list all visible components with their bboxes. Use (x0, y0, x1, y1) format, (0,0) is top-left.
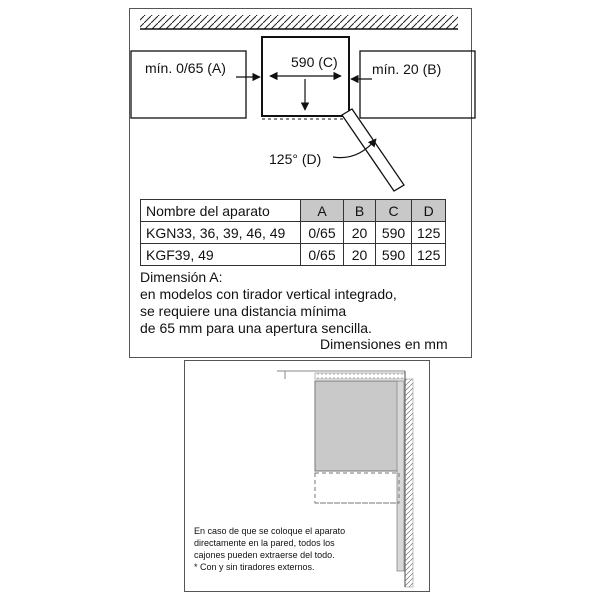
units-note: Dimensiones en mm (320, 336, 448, 352)
note-title: Dimensión A: (140, 269, 223, 285)
label-dimension-c: 590 (C) (291, 54, 338, 70)
open-door (342, 109, 404, 191)
dimensions-table (140, 199, 446, 266)
wall-note-footnote: * Con y sin tiradores externos. (194, 562, 315, 572)
door-panel (397, 381, 404, 571)
table-header-cell: Nombre del aparato (141, 200, 301, 222)
table-row (141, 244, 446, 266)
note-line: se requiere una distancia mínima (140, 303, 347, 319)
wall-note-line: cajones pueden extraerse del todo. (194, 550, 335, 560)
table-cell: KGN33, 36, 39, 46, 49 (141, 222, 301, 244)
wall-note-line: directamente en la pared, todos los (194, 538, 335, 548)
table-cell: 0/65 (301, 244, 344, 266)
table-header-row (141, 200, 446, 222)
wall-hatch (140, 15, 458, 29)
label-dimension-b: mín. 20 (B) (372, 61, 442, 77)
top-strip (315, 373, 405, 379)
table-cell: 20 (344, 244, 376, 266)
label-angle-d: 125° (D) (269, 151, 322, 167)
table-cell: 590 (376, 222, 412, 244)
table-cell: 590 (376, 244, 412, 266)
table-header-cell: C (376, 200, 412, 222)
table-cell: 0/65 (301, 222, 344, 244)
table-cell: 20 (344, 222, 376, 244)
table-row (141, 222, 446, 244)
table-cell: 125 (412, 244, 446, 266)
wall-installation-panel (184, 360, 430, 592)
table-header-cell: D (412, 200, 446, 222)
wall-note-line: En caso de que se coloque el aparato (194, 526, 346, 536)
table-cell: 125 (412, 222, 446, 244)
note-line: en modelos con tirador vertical integrado, (140, 286, 397, 302)
installation-diagram-panel (129, 8, 472, 358)
note-line: de 65 mm para una apertura sencilla. (140, 320, 372, 336)
label-dimension-a: mín. 0/65 (A) (145, 60, 226, 76)
appliance-body (315, 381, 403, 471)
table-header-cell: A (301, 200, 344, 222)
side-wall-hatch (405, 379, 413, 587)
table-header-cell: B (344, 200, 376, 222)
table-cell: KGF39, 49 (141, 244, 301, 266)
drawer-outline (315, 473, 399, 503)
